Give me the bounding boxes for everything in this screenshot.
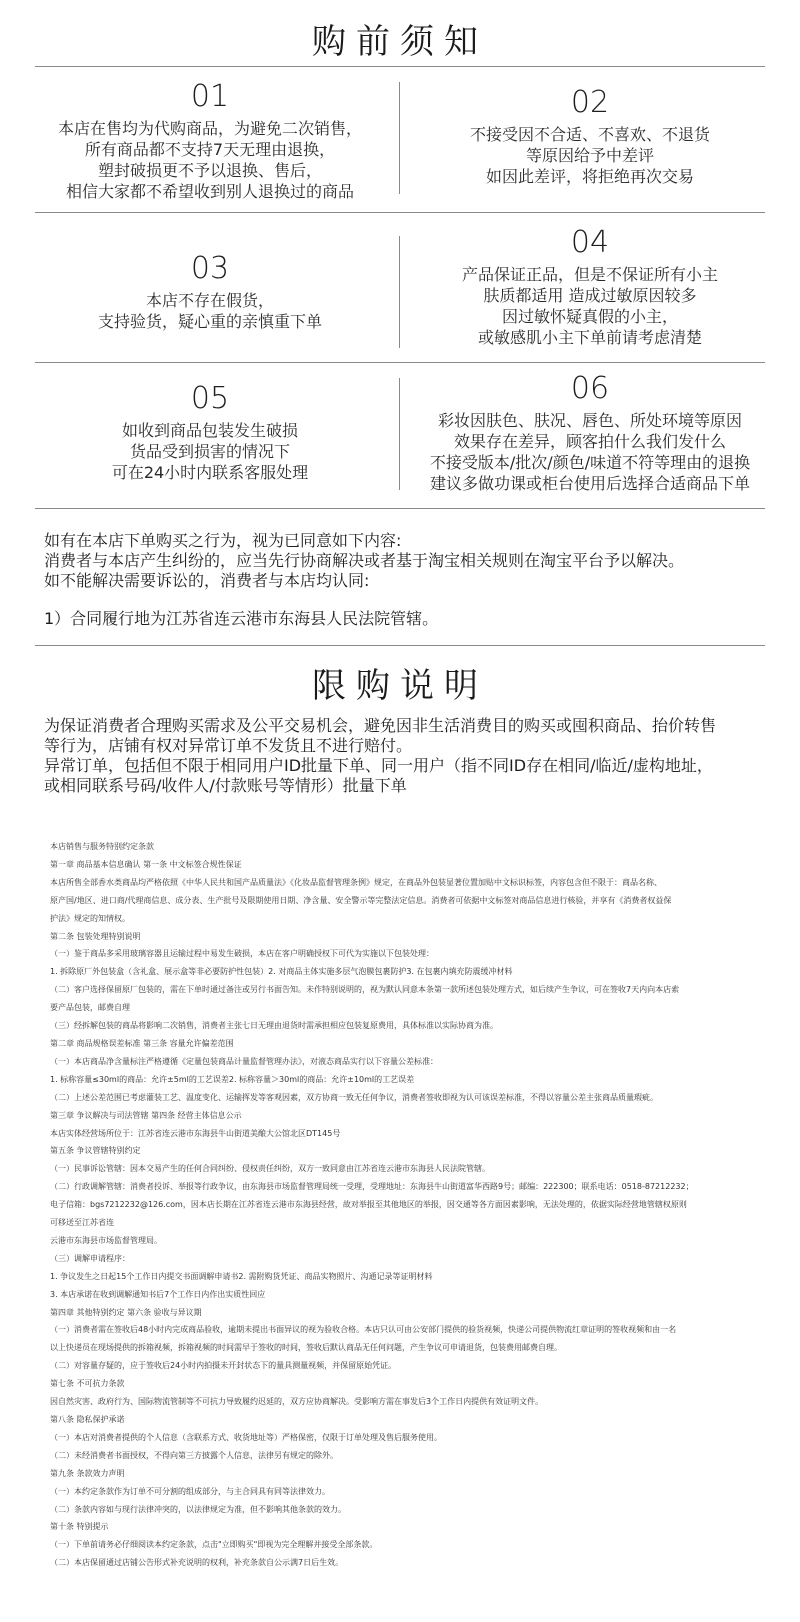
limit-text <box>44 716 774 796</box>
terms-line: 第二条 包装处理特别说明 <box>50 931 141 941</box>
limit-line: 等行为，店铺有权对异常订单不发货且不进行赔付。 <box>44 736 413 755</box>
item-line: 相信大家都不希望收到别人退换过的商品 <box>65 182 354 201</box>
terms-line: 可移送至江苏省连 <box>50 1218 114 1228</box>
notice-item-01 <box>30 80 390 202</box>
divider <box>35 645 765 646</box>
terms-line: （二）条款内容如与现行法律冲突的，以法律规定为准，但不影响其他条款的效力。 <box>50 1504 346 1514</box>
notice-item-04 <box>410 226 770 348</box>
item-line: 等原因给予中差评 <box>525 146 654 165</box>
limit-line: 为保证消费者合理购买需求及公平交易机会，避免因非生活消费目的购买或囤积商品、抬价转售 <box>44 716 717 735</box>
terms-line: （一）本店对消费者提供的个人信息（含联系方式、收货地址等）严格保密，仅限于订单处理及售后服务使用。 <box>50 1432 442 1442</box>
terms-line: 3. 本店承诺在收到调解通知书后7个工作日内作出实质性回应 <box>50 1289 266 1299</box>
terms-line: 第五条 争议管辖特别约定 <box>50 1146 141 1156</box>
item-number: 03 <box>190 251 230 286</box>
terms-line: （二）客户选择保留原厂包装的，需在下单时通过备注或另行书面告知。未作特别说明的，视为默认同意本条第一款所述包装处理方式，如后续产生争议，可在签收7天内向本店索 <box>50 985 680 995</box>
terms-line: 第十条 特别提示 <box>50 1522 109 1532</box>
terms-line: 要产品包装，邮费自理 <box>50 1003 130 1013</box>
terms-line: 护法》规定的知情权。 <box>50 913 130 923</box>
terms-line: 第二章 商品规格误差标准 第三条 容量允许偏差范围 <box>50 1038 234 1048</box>
agreement-text <box>44 531 774 591</box>
divider <box>35 212 765 213</box>
item-line: 因过敏怀疑真假的小主， <box>501 307 678 326</box>
column-divider <box>399 82 400 194</box>
terms-line: 1. 拆除原厂外包装盒（含礼盒、展示盒等非必要防护性包装）2. 对商品主体实施多层气泡膜包裹防护3. 在包裹内填充防震缓冲材料 <box>50 967 513 977</box>
terms-line: （三）调解申请程序： <box>50 1253 130 1263</box>
terms-line: （二）未经消费者书面授权，不得向第三方披露个人信息，法律另有规定的除外。 <box>50 1450 338 1460</box>
item-number: 05 <box>190 381 230 416</box>
terms-line: （二）本店保留通过店铺公告形式补充说明的权利，补充条款自公示满7日后生效。 <box>50 1558 344 1568</box>
item-line: 或敏感肌小主下单前请考虑清楚 <box>477 328 702 347</box>
terms-line: 以上快递员在现场提供的拆箱视频，拆箱视频的时间需早于签收的时间，签收后默认商品无任何问题，产生争议可申请退货，包装费用邮费自理。 <box>50 1343 562 1353</box>
notice-title: 购前须知 <box>312 22 488 62</box>
item-number: 04 <box>570 225 610 260</box>
divider <box>35 362 765 363</box>
terms-line: 第九条 条款效力声明 <box>50 1468 125 1478</box>
terms-line: （二）上述公差范围已考虑灌装工艺、温度变化、运输挥发等客观因素，双方协商一致无任何争议，消费者签收即视为认可该误差标准，不得以容量公差主张商品质量瑕疵。 <box>50 1092 658 1102</box>
item-line: 产品保证正品，但是不保证所有小主 <box>461 265 718 284</box>
terms-line: 因自然灾害、政府行为、国际物流管制等不可抗力导致履约迟延的，双方应协商解决。受影响方需在事发后3个工作日内提供有效证明文件。 <box>50 1397 544 1407</box>
terms-line: 本店实体经营场所位于：江苏省连云港市东海县牛山街道美酿大公馆北区DT145号 <box>50 1128 341 1138</box>
notice-item-06 <box>410 372 770 494</box>
terms-line: 第三章 争议解决与司法管辖 第四条 经营主体信息公示 <box>50 1110 242 1120</box>
terms-line: （一）本店商品净含量标注严格遵循《定量包装商品计量监督管理办法》，对液态商品实行以下容量公差标准： <box>50 1056 438 1066</box>
agreement-line: 如有在本店下单购买之行为，视为已同意如下内容: <box>44 531 402 550</box>
item-line: 可在24小时内联系客服处理 <box>111 463 309 482</box>
item-line: 如收到商品包装发生破损 <box>121 421 298 440</box>
limit-line: 或相同联系号码/收件人/付款账号等情形）批量下单 <box>44 776 407 795</box>
terms-line: （一）鉴于商品多采用玻璃容器且运输过程中易发生破损，本店在客户明确授权下可代为实施以下包装处理： <box>50 949 434 959</box>
item-line: 所有商品都不支持7天无理由退换， <box>84 140 336 159</box>
terms-line: 第七条 不可抗力条款 <box>50 1379 125 1389</box>
terms-section <box>50 838 770 1572</box>
terms-line: （一）消费者需在签收后48小时内完成商品验收，逾期未提出书面异议的视为验收合格。本店只认可由公安部门提供的验货视频，快递公司提供物流红章证明的签收视频和由一名 <box>50 1325 677 1335</box>
item-line: 如因此差评，将拒绝再次交易 <box>485 167 694 186</box>
item-line: 本店在售均为代购商品，为避免二次销售， <box>57 119 362 138</box>
terms-line: 第四章 其他特别约定 第六条 验收与异议期 <box>50 1307 202 1317</box>
column-divider <box>399 236 400 348</box>
terms-line: 第一章 商品基本信息确认 第一条 中文标签合规性保证 <box>50 859 242 869</box>
item-line: 本店不存在假货， <box>145 291 274 310</box>
limit-line: 异常订单，包括但不限于相同用户ID批量下单、同一用户（指不同ID存在相同/临近/虚构地址， <box>44 756 713 775</box>
item-line: 彩妆因肤色、肤况、唇色、所处环境等原因 <box>437 411 742 430</box>
terms-line: 1. 标称容量≤30ml的商品：允许±5ml的工艺误差2. 标称容量＞30ml的商品：允许±10ml的工艺误差 <box>50 1074 415 1084</box>
item-line: 肤质都适用 造成过敏原因较多 <box>483 286 697 305</box>
item-line: 支持验货，疑心重的亲慎重下单 <box>97 312 322 331</box>
agreement-line: 消费者与本店产生纠纷的，应当先行协商解决或者基于淘宝相关规则在淘宝平台予以解决。 <box>44 551 685 570</box>
item-number: 01 <box>190 79 230 114</box>
item-number: 02 <box>570 85 610 120</box>
column-divider <box>399 378 400 490</box>
item-line: 建议多做功课或柜台使用后选择合适商品下单 <box>429 474 750 493</box>
notice-item-05 <box>30 382 390 483</box>
notice-item-02 <box>410 86 770 187</box>
item-number: 06 <box>570 371 610 406</box>
terms-line: 第八条 隐私保护承诺 <box>50 1415 125 1424</box>
item-line: 不接受因不合适、不喜欢、不退货 <box>469 125 710 144</box>
terms-line: （二）对容量存疑的，应于签收后24小时内拍摄未开封状态下的量具测量视频，并保留原始凭证。 <box>50 1361 397 1371</box>
terms-line: （一）民事诉讼管辖：因本交易产生的任何合同纠纷、侵权责任纠纷，双方一致同意由江苏省连云港市东海县人民法院管辖。 <box>50 1164 490 1174</box>
limit-title: 限购说明 <box>312 666 488 706</box>
divider <box>35 66 765 67</box>
jurisdiction-text: 1）合同履行地为江苏省连云港市东海县人民法院管辖。 <box>44 609 439 628</box>
terms-line: （一）下单前请务必仔细阅读本约定条款，点击"立即购买"即视为完全理解并接受全部条款。 <box>50 1540 378 1550</box>
terms-line: （三）经拆解包装的商品将影响二次销售，消费者主张七日无理由退货时需承担相应包装复原费用，具体标准以实际协商为准。 <box>50 1021 498 1031</box>
terms-line: （二）行政调解管辖：消费者投诉、举报等行政争议，由东海县市场监督管理局统一受理，受理地址：东海县牛山街道富华西路9号；邮编：222300；联系电话：0518-87212232； <box>50 1182 694 1192</box>
item-line: 不接受版本/批次/颜色/味道不符等理由的退换 <box>429 453 751 472</box>
terms-line: 本店销售与服务特别约定条款 <box>50 842 154 851</box>
terms-line: 1. 争议发生之日起15个工作日内提交书面调解申请书2. 需附购货凭证、商品实物照片、沟通记录等证明材料 <box>50 1271 433 1281</box>
terms-line: 原产国/地区、进口商/代理商信息、成分表、生产批号及限期使用日期、净含量、安全警示等完整法定信息。消费者可依据中文标签对商品信息进行核验，并享有《消费者权益保 <box>50 895 672 905</box>
terms-line: 本店所售全部香水类商品均严格依照《中华人民共和国产品质量法》《化妆品监督管理条例》规定，在商品外包装显著位置加贴中文标识标签，内容包含但不限于：商品名称、 <box>50 877 662 887</box>
terms-line: 电子信箱：bgs7212232@126.com，因本店长期在江苏省连云港市东海县经营，故对举报至其他地区的举报，因交通等各方面因素影响，无法处理的，依据实际经营地管辖权原则 <box>50 1200 687 1210</box>
terms-line: 云港市东海县市场监督管理局。 <box>50 1235 162 1245</box>
divider <box>35 508 765 509</box>
terms-line: （一）本约定条款作为订单不可分割的组成部分，与主合同具有同等法律效力。 <box>50 1486 330 1496</box>
item-line: 货品受到损害的情况下 <box>129 442 290 461</box>
item-line: 效果存在差异，顾客拍什么我们发什么 <box>453 432 726 451</box>
agreement-line: 如不能解决需要诉讼的，消费者与本店均认同: <box>44 571 370 590</box>
notice-item-03 <box>30 252 390 332</box>
item-line: 塑封破损更不予以退换、售后， <box>97 161 322 180</box>
